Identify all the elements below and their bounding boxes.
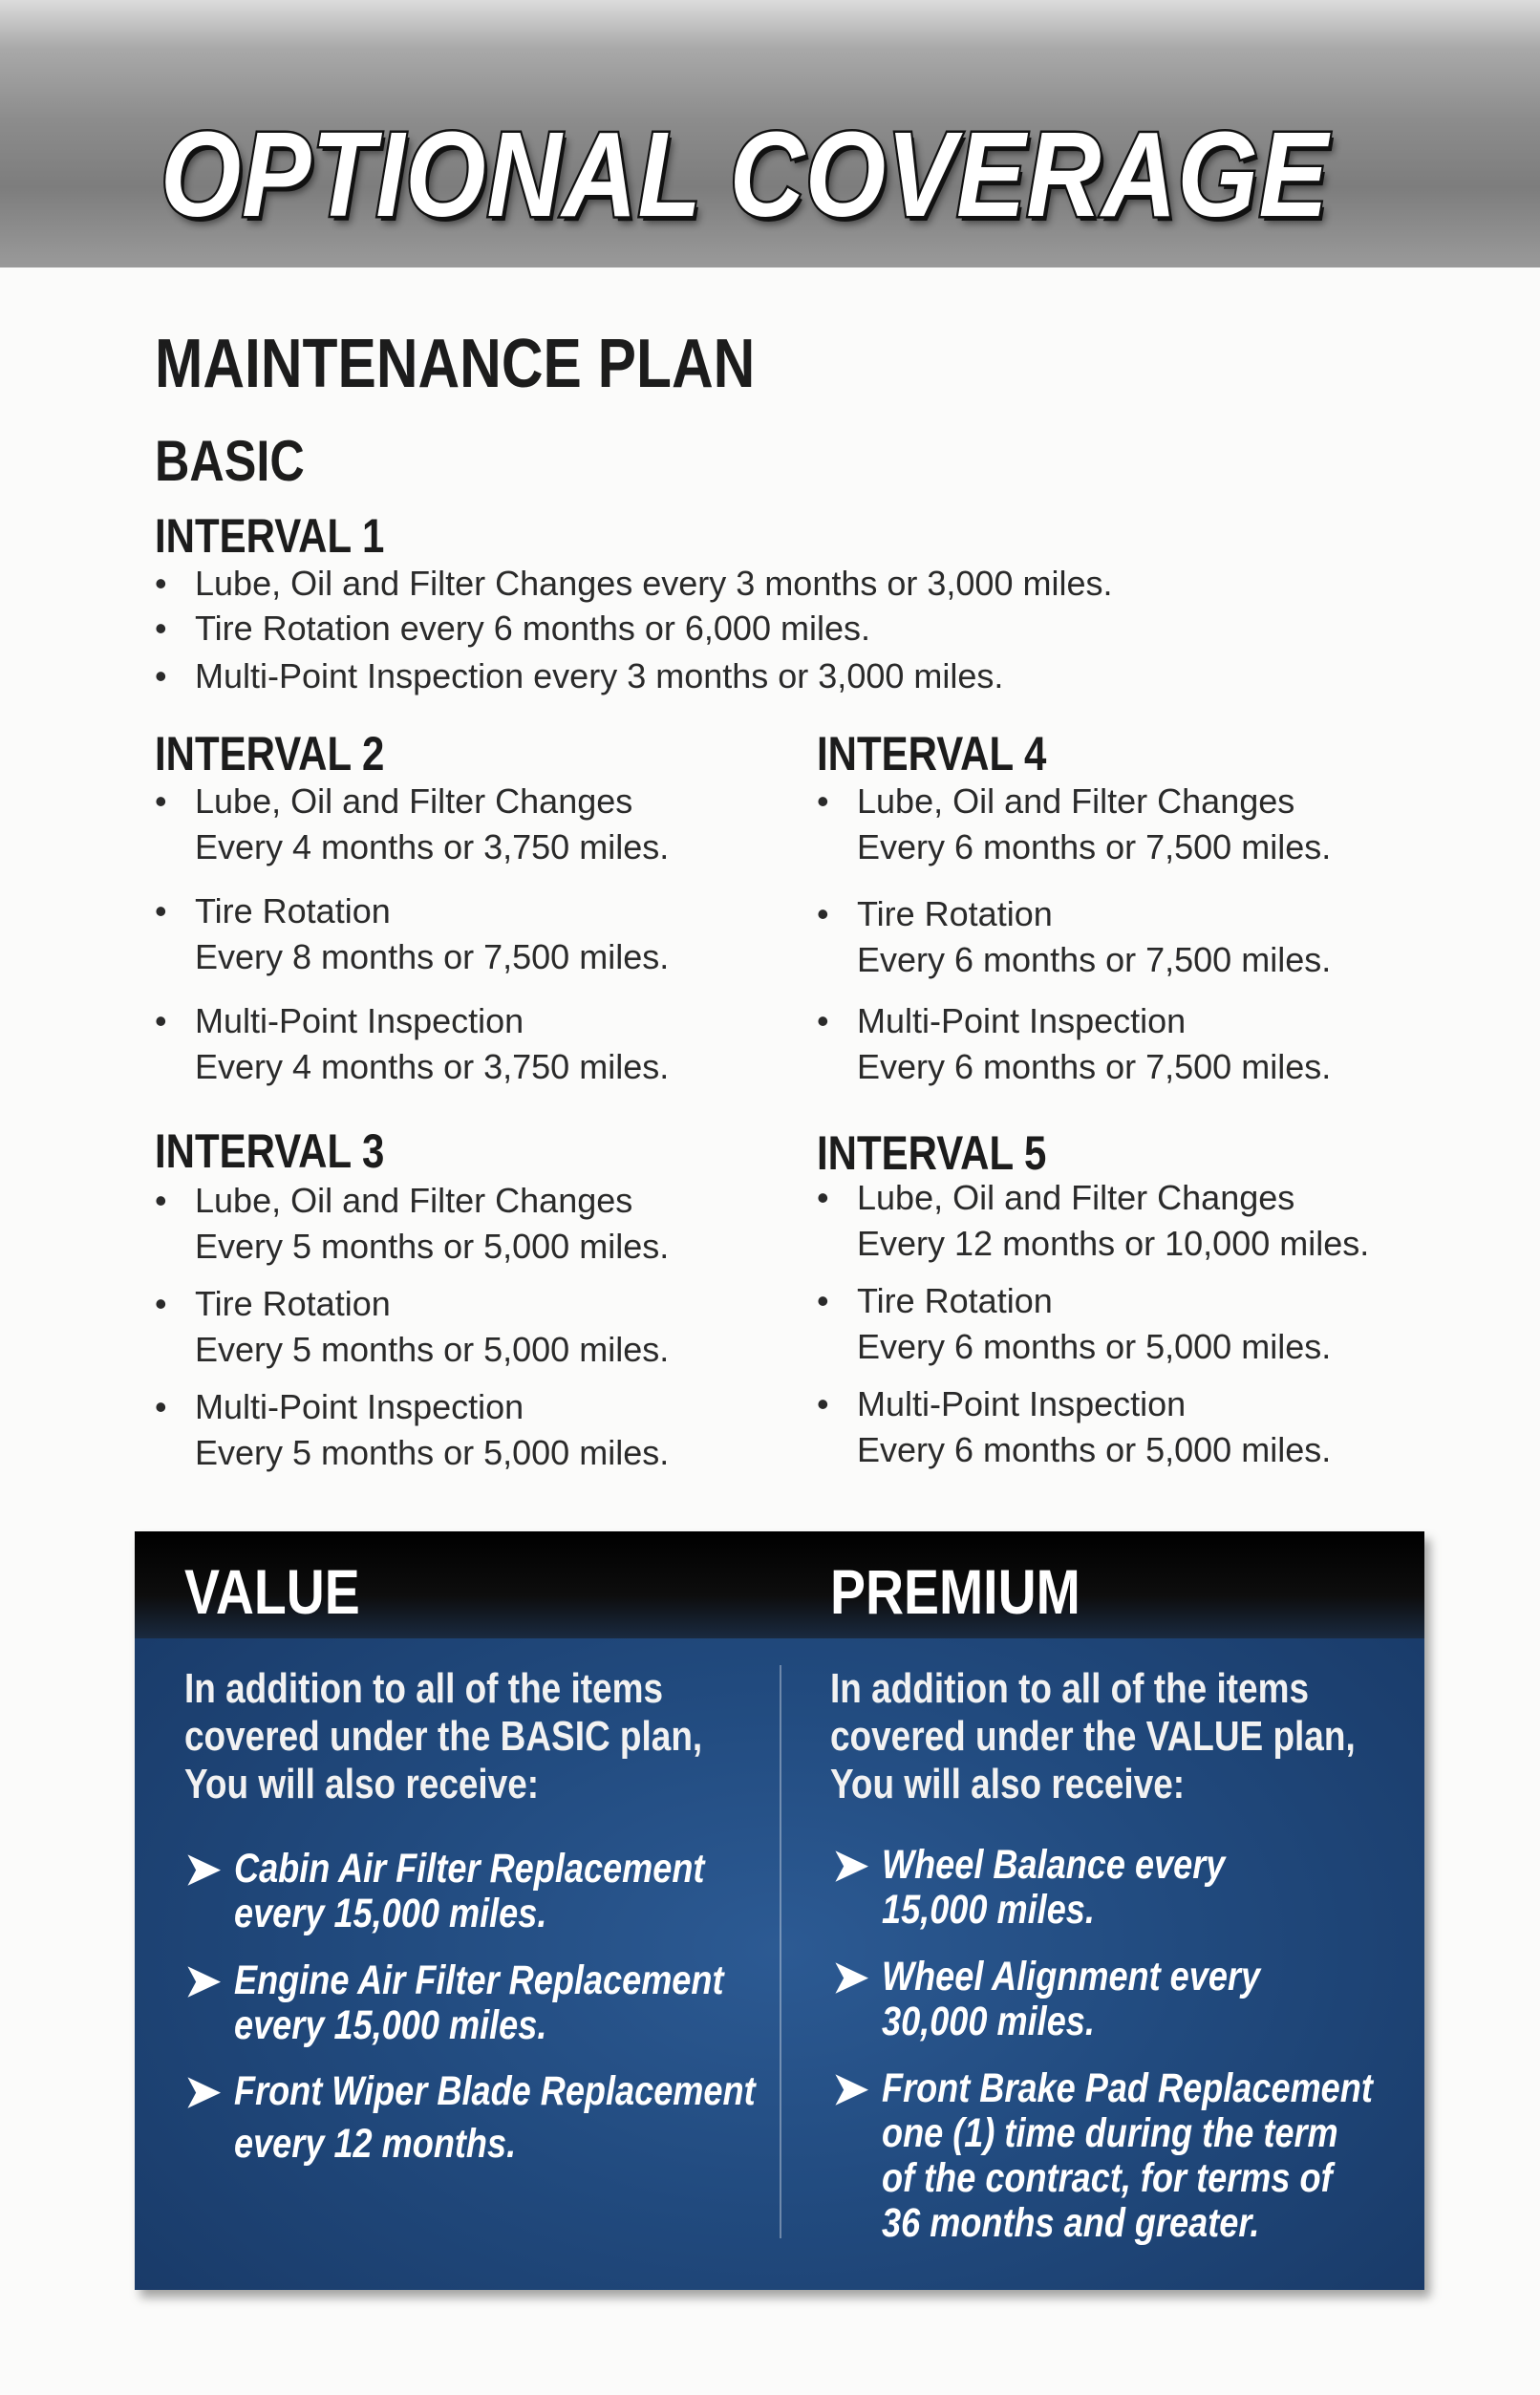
bullet-icon: • <box>155 781 167 821</box>
value-intro-line: You will also receive: <box>184 1761 540 1807</box>
banner-title: OPTIONAL COVERAGE <box>160 107 1329 242</box>
premium-item-brake-pads <box>832 2064 1466 2246</box>
item-name: Lube, Oil and Filter Changes <box>857 781 1295 821</box>
arrow-right-icon: ➤ <box>184 2066 222 2116</box>
item-detail: Every 5 months or 5,000 miles. <box>195 1330 670 1369</box>
item-line: Cabin Air Filter Replacement <box>234 1846 705 1892</box>
interval-3-item-1 <box>155 1178 670 1270</box>
bullet-icon: • <box>155 1387 167 1426</box>
item-line: every 12 months. <box>234 2121 517 2167</box>
item-detail: Every 4 months or 3,750 miles. <box>195 827 670 866</box>
premium-intro-line: In addition to all of the items <box>830 1665 1310 1712</box>
item-line: Front Wiper Blade Replacement <box>234 2068 756 2114</box>
item-text: Multi-Point Inspection every 3 months or 3,000 miles. <box>195 656 1004 695</box>
premium-heading <box>830 1556 1128 1627</box>
item-line: 36 months and greater. <box>882 2200 1260 2246</box>
item-detail: Every 6 months or 7,500 miles. <box>857 940 1332 979</box>
item-line: 15,000 miles. <box>882 1887 1095 1933</box>
interval-2-item-1 <box>155 779 670 870</box>
item-name: Multi-Point Inspection <box>195 1387 524 1426</box>
arrow-right-icon: ➤ <box>184 1956 222 2005</box>
interval-5-item-2 <box>817 1278 1332 1370</box>
arrow-right-icon: ➤ <box>832 1952 869 2001</box>
interval-4-item-2 <box>817 891 1332 983</box>
interval-2-item-2 <box>155 888 670 980</box>
interval-4-heading <box>817 727 1090 781</box>
item-detail: Every 6 months or 7,500 miles. <box>857 1047 1332 1086</box>
premium-title: PREMIUM <box>830 1556 1080 1627</box>
value-heading <box>184 1556 394 1627</box>
item-detail: Every 5 months or 5,000 miles. <box>195 1433 670 1472</box>
value-item-engine-filter <box>184 1956 817 2048</box>
basic-heading-text: BASIC <box>155 429 305 493</box>
premium-item-wheel-balance <box>832 1840 1291 1933</box>
interval-5-heading <box>817 1126 1090 1180</box>
value-item-wiper-blade <box>184 2066 855 2167</box>
interval-3-title: INTERVAL 3 <box>155 1124 385 1178</box>
item-line: every 15,000 miles. <box>234 1891 547 1936</box>
arrow-right-icon: ➤ <box>832 1840 869 1890</box>
item-detail: Every 8 months or 7,500 miles. <box>195 937 670 976</box>
item-detail: Every 4 months or 3,750 miles. <box>195 1047 670 1086</box>
premium-item-wheel-alignment <box>832 1952 1333 2044</box>
item-line: Wheel Balance every <box>882 1842 1226 1888</box>
bullet-icon: • <box>155 656 167 695</box>
value-intro-line: covered under the BASIC plan, <box>184 1713 703 1760</box>
bullet-icon: • <box>155 564 167 603</box>
item-line: of the contract, for terms of <box>882 2155 1333 2201</box>
item-line: Wheel Alignment every <box>882 1954 1261 1999</box>
bullet-icon: • <box>817 1384 829 1423</box>
value-item-cabin-filter <box>184 1844 794 1936</box>
interval-3-heading <box>155 1124 428 1178</box>
bullet-icon: • <box>155 891 167 930</box>
item-name: Lube, Oil and Filter Changes <box>195 781 633 821</box>
interval-1-title: INTERVAL 1 <box>155 509 385 563</box>
interval-3-item-2 <box>155 1281 670 1373</box>
upgrade-plans-panel <box>135 1531 1424 2290</box>
item-detail: Every 6 months or 7,500 miles. <box>857 827 1332 866</box>
interval-4-item-1 <box>817 779 1332 870</box>
value-intro-line: In addition to all of the items <box>184 1665 664 1712</box>
value-intro <box>184 1665 801 1808</box>
item-detail: Every 6 months or 5,000 miles. <box>857 1430 1332 1469</box>
interval-2-title: INTERVAL 2 <box>155 727 385 781</box>
item-name: Lube, Oil and Filter Changes <box>857 1178 1295 1217</box>
premium-intro <box>830 1665 1455 1808</box>
bullet-icon: • <box>817 1178 829 1217</box>
item-line: 30,000 miles. <box>882 1999 1095 2044</box>
interval-5-item-1 <box>817 1175 1370 1267</box>
item-line: Front Brake Pad Replacement <box>882 2065 1373 2111</box>
header-banner <box>0 0 1540 267</box>
bullet-icon: • <box>817 1281 829 1320</box>
item-name: Tire Rotation <box>857 894 1053 933</box>
interval-1-item-1 <box>155 561 1113 607</box>
interval-5-item-3 <box>817 1381 1332 1473</box>
bullet-icon: • <box>155 1284 167 1323</box>
item-text: Lube, Oil and Filter Changes every 3 months or 3,000 miles. <box>195 564 1113 603</box>
item-name: Tire Rotation <box>857 1281 1053 1320</box>
plan-title <box>155 326 869 402</box>
interval-1-heading <box>155 509 428 563</box>
interval-1-item-3 <box>155 653 1004 699</box>
interval-1-item-2 <box>155 606 870 652</box>
bullet-icon: • <box>155 1181 167 1220</box>
item-detail: Every 12 months or 10,000 miles. <box>857 1224 1370 1263</box>
item-line: Engine Air Filter Replacement <box>234 1957 724 2003</box>
bullet-icon: • <box>817 781 829 821</box>
item-name: Tire Rotation <box>195 891 391 930</box>
interval-2-item-3 <box>155 998 670 1090</box>
item-name: Multi-Point Inspection <box>857 1384 1187 1423</box>
interval-3-item-3 <box>155 1384 670 1476</box>
item-text: Tire Rotation every 6 months or 6,000 miles. <box>195 609 870 648</box>
item-name: Multi-Point Inspection <box>857 1001 1187 1040</box>
premium-intro-line: covered under the VALUE plan, <box>830 1713 1356 1760</box>
item-name: Tire Rotation <box>195 1284 391 1323</box>
arrow-right-icon: ➤ <box>832 2064 869 2113</box>
bullet-icon: • <box>155 1001 167 1040</box>
item-line: every 15,000 miles. <box>234 2002 547 2048</box>
basic-heading <box>155 429 333 493</box>
item-name: Multi-Point Inspection <box>195 1001 524 1040</box>
plan-title-text: MAINTENANCE PLAN <box>155 326 756 402</box>
interval-4-title: INTERVAL 4 <box>817 727 1047 781</box>
interval-2-heading <box>155 727 428 781</box>
item-detail: Every 6 months or 5,000 miles. <box>857 1327 1332 1366</box>
bullet-icon: • <box>155 609 167 648</box>
interval-4-item-3 <box>817 998 1332 1090</box>
value-title: VALUE <box>184 1556 360 1627</box>
item-name: Lube, Oil and Filter Changes <box>195 1181 633 1220</box>
arrow-right-icon: ➤ <box>184 1844 222 1893</box>
interval-5-title: INTERVAL 5 <box>817 1126 1047 1180</box>
premium-intro-line: You will also receive: <box>830 1761 1186 1807</box>
item-line: one (1) time during the term <box>882 2110 1338 2156</box>
item-detail: Every 5 months or 5,000 miles. <box>195 1227 670 1266</box>
bullet-icon: • <box>817 1001 829 1040</box>
bullet-icon: • <box>817 894 829 933</box>
